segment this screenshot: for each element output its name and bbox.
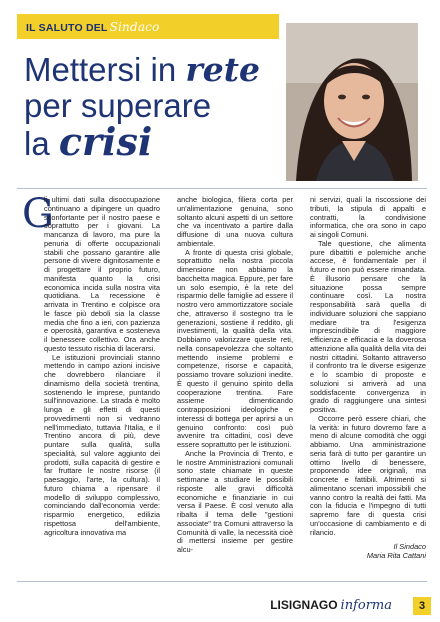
mayor-portrait [286,23,418,181]
title-line-3-text: la [24,125,50,162]
title-line-2: per superare [24,87,212,124]
signature-name: Maria Rita Cattani [366,551,426,560]
paragraph: Le istituzioni provinciali stanno mettendo in campo azioni incisive che dovrebbero rilanciare il dinamismo della società trentina, sostenendo le imprese, puntando sull'innovazione. La strada è molto lunga e gli effetti di questi provvedimenti non si vedranno nell'immediato, tuttavia l'Italia, e il Trentino ancora di più, deve puntare sulla qualità, sulla specialità, sul valore aggiunto dei prodotti, sulla capacità di gestire e far fruttare le nostre risorse (il paesaggio, l'arte, la cultura). Il futuro chiama a ripensare il modello di sviluppo complessivo, cominciando dall'economia verde: risparmio energetico, edilizia rispettosa dell'ambiente, agricoltura innovativa ma [44,352,160,537]
paragraph: Anche la Provincia di Trento, e le nostre Amministrazioni comunali sono state chiamate in queste settimane a studiare le possibili risposte alle gravi difficoltà economiche e finanziarie in cui versa il Paese. È così venuto alla ribalta il tema delle "gestioni associate" tra Comuni attraverso la Comunità di valle, la necessità cioè di mettersi insieme per gestire alcu- [177,448,293,554]
signature-role: Il Sindaco [393,542,426,552]
kicker-script: Sindaco [109,20,160,34]
paragraph: anche biologica, filiera corta per un'alimentazione genuina, sono soltanto alcuni aspetti di un settore che va incentivato a partire dalla diffusione di una nuova cultura ambientale. [177,196,293,248]
article-body [44,196,427,572]
drop-cap: G [22,191,54,237]
bottom-divider [17,581,427,582]
kicker-main: IL SALUTO DEL [26,22,108,34]
top-divider [17,188,427,189]
title-line-1-text: Mettersi in [24,51,177,88]
title-accent-crisi: crisi [58,119,153,164]
brand-main: LISIGNAGO [270,598,338,612]
brand-script: informa [340,598,392,613]
footer-brand [270,598,392,613]
paragraph: Tale questione, che alimenta pure dibattiti e polemiche anche accese, è fondamentale per il futuro e non può essere rimandata. È illusorio pensare che la situazione possa sempre continuare così. La nostra responsabilità sarà quella di individuare soluzioni che sappiano mediare tra l'esigenza imprescindibile di maggiore efficienza e efficacia e la doverosa attenzione alla qualità della vita dei nostri cittadini. Soltanto attraverso il confronto tra le diverse esigenze e lo scambio di proposte e soluzioni si arriverà ad una soddisfacente convergenza in grado di raggiungere una sintesi positiva. [310,238,426,414]
section-header-band [17,14,279,39]
column-2 [177,196,293,572]
signature [310,543,426,561]
title-line-1 [24,52,282,88]
page-number: 3 [413,597,431,615]
paragraph: A fronte di questa crisi globale, soprattutto nella nostra piccola dimensione non abbiamo la bacchetta magica. Eppure, per fare un solo esempio, è la rete del risparmio delle famiglie ad essere il nostro vero ammortizzatore sociale che, attraverso il sostegno tra le generazioni, sostiene il reddito, gli investimenti, la qualità della vita. Dobbiamo valorizzare queste reti, nella consapevolezza che soltanto mettendo insieme problemi e competenze, risorse e capacità, possiamo trovare soluzioni inedite. È questo il genuino spirito della cooperazione trentina. Fare assieme dimenticando contrapposizioni ideologiche e interessi di bottega per aprirsi a un genuino confronto: così può avvenire tra cittadini, così deve essere soprattutto per le istituzioni. [177,247,293,449]
title-accent-rete: rete [185,50,261,89]
column-3 [310,196,426,572]
paragraph: Occorre però essere chiari, che la verità: in futuro dovremo fare a meno di alcune comodità che oggi abbiamo. Una amministrazione seria farà di tutto per garantire un ottimo livello di benessere, proponendo idee originali, ma concrete e fattibili. Altrimenti si alimentano scenari impossibili che vanno contro la realtà dei fatti. Ma con la fiducia e l'impegno di tutti sapremo fare di questa crisi un'occasione di cambiamento e di rilancio. [310,413,426,537]
article-title [24,52,282,162]
paragraph: li ultimi dati sulla disoccupazione continuano a dipingere un quadro sconfortante per il nostro paese e soprattutto per i giovani. La mancanza di lavoro, ma pure la penuria di offerte occupazionali stabili che possano garantire alle persone di vivere dignitosamente e di progettare il proprio futuro, manifesta quanto la crisi economica incida sulla nostra vita quotidiana. La recessione è arrivata in Trentino e colpisce ora le fasce più deboli sia la classe media che fino a ieri, con pazienza e operosità, garantiva e sosteneva il benessere collettivo. Ora anche questo tessuto rischia di lacerarsi. [44,196,160,353]
column-1 [44,196,160,572]
paragraph: ni servizi, quali la riscossione dei tributi, la stipula di appalti e contratti, la condivisione informatica, che ora sono in capo ai singoli Comuni. [310,196,426,239]
section-kicker [26,20,160,34]
title-line-3 [24,119,282,164]
